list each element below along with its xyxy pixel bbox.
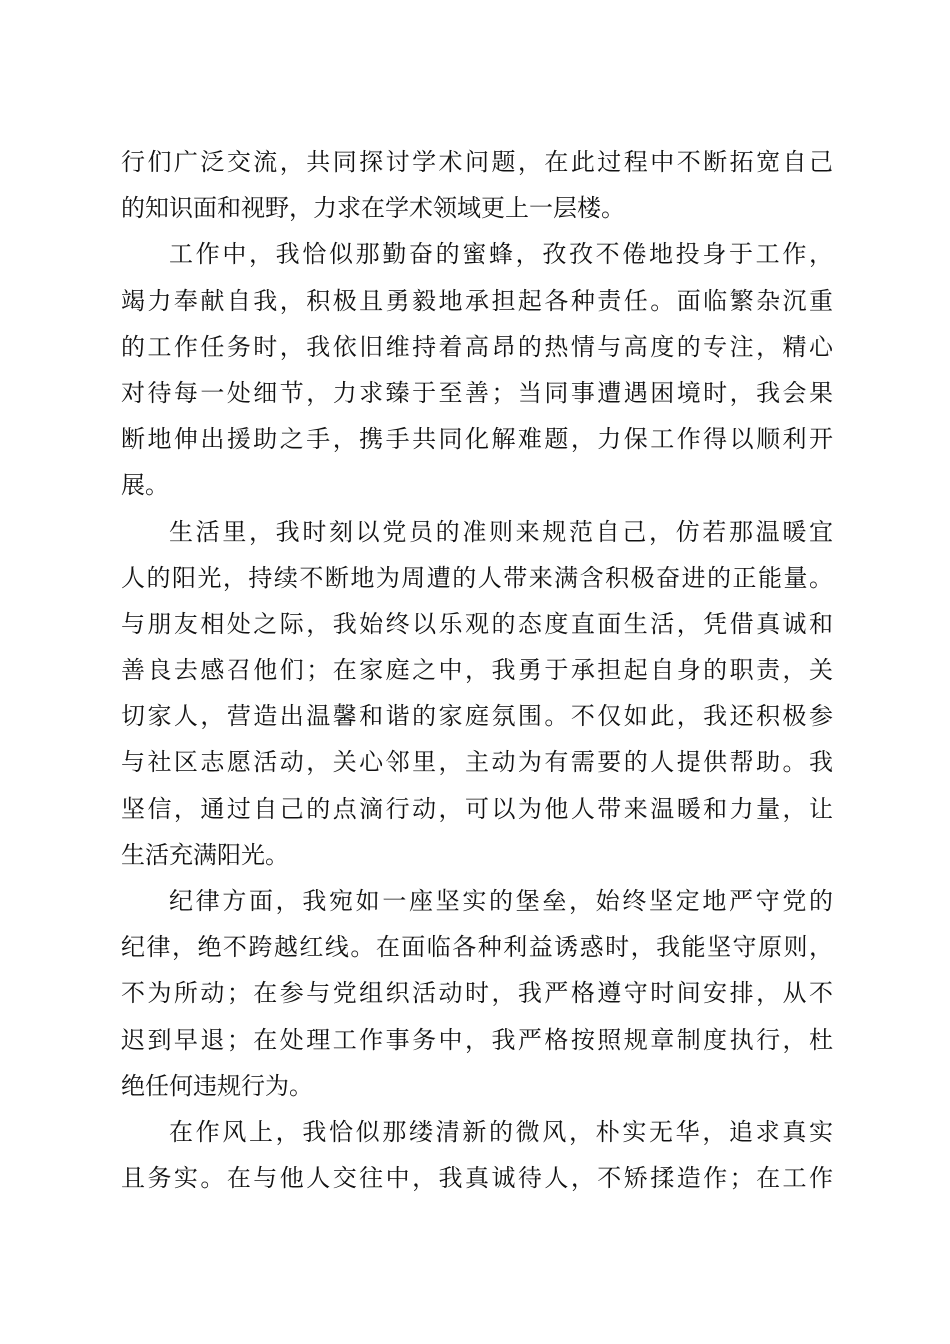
text-line: 善良去感召他们；在家庭之中，我勇于承担起自身的职责，关 bbox=[121, 656, 833, 685]
text-line: 纪律，绝不跨越红线。在面临各种利益诱惑时，我能坚守原则， bbox=[121, 933, 833, 962]
text-line: 竭力奉献自我，积极且勇毅地承担起各种责任。面临繁杂沉重 bbox=[121, 286, 833, 315]
paragraph-first-line: 纪律方面，我宛如一座坚实的堡垒，始终坚定地严守党的 bbox=[169, 887, 833, 915]
document-body bbox=[121, 139, 833, 1201]
text-line: 且务实。在与他人交往中，我真诚待人，不矫揉造作；在工作 bbox=[121, 1164, 833, 1193]
text-line: 坚信，通过自己的点滴行动，可以为他人带来温暖和力量，让 bbox=[121, 794, 833, 823]
text-line: 的知识面和视野，力求在学术领域更上一层楼。 bbox=[121, 194, 625, 223]
text-line: 迟到早退；在处理工作事务中，我严格按照规章制度执行，杜 bbox=[121, 1025, 833, 1054]
text-line: 与朋友相处之际，我始终以乐观的态度直面生活，凭借真诚和 bbox=[121, 609, 833, 638]
text-line: 切家人，营造出温馨和谐的家庭氛围。不仅如此，我还积极参 bbox=[121, 702, 833, 731]
text-line: 与社区志愿活动，关心邻里，主动为有需要的人提供帮助。我 bbox=[121, 748, 833, 777]
text-line: 的工作任务时，我依旧维持着高昂的热情与高度的专注，精心 bbox=[121, 332, 833, 361]
text-line: 展。 bbox=[121, 471, 169, 500]
text-line: 断地伸出援助之手，携手共同化解难题，力保工作得以顺利开 bbox=[121, 425, 833, 454]
paragraph-first-line: 在作风上，我恰似那缕清新的微风，朴实无华，追求真实 bbox=[169, 1117, 833, 1146]
paragraph-first-line: 工作中，我恰似那勤奋的蜜蜂，孜孜不倦地投身于工作， bbox=[169, 240, 833, 269]
text-line: 生活充满阳光。 bbox=[121, 840, 289, 869]
text-line: 对待每一处细节，力求臻于至善；当同事遭遇困境时，我会果 bbox=[121, 378, 833, 407]
text-line: 行们广泛交流，共同探讨学术问题，在此过程中不断拓宽自己 bbox=[121, 148, 833, 176]
text-line: 绝任何违规行为。 bbox=[121, 1071, 313, 1100]
text-line: 不为所动；在参与党组织活动时，我严格遵守时间安排，从不 bbox=[121, 979, 833, 1008]
text-line: 人的阳光，持续不断地为周遭的人带来满含积极奋进的正能量。 bbox=[121, 563, 833, 592]
paragraph-first-line: 生活里，我时刻以党员的准则来规范自己，仿若那温暖宜 bbox=[169, 517, 833, 546]
